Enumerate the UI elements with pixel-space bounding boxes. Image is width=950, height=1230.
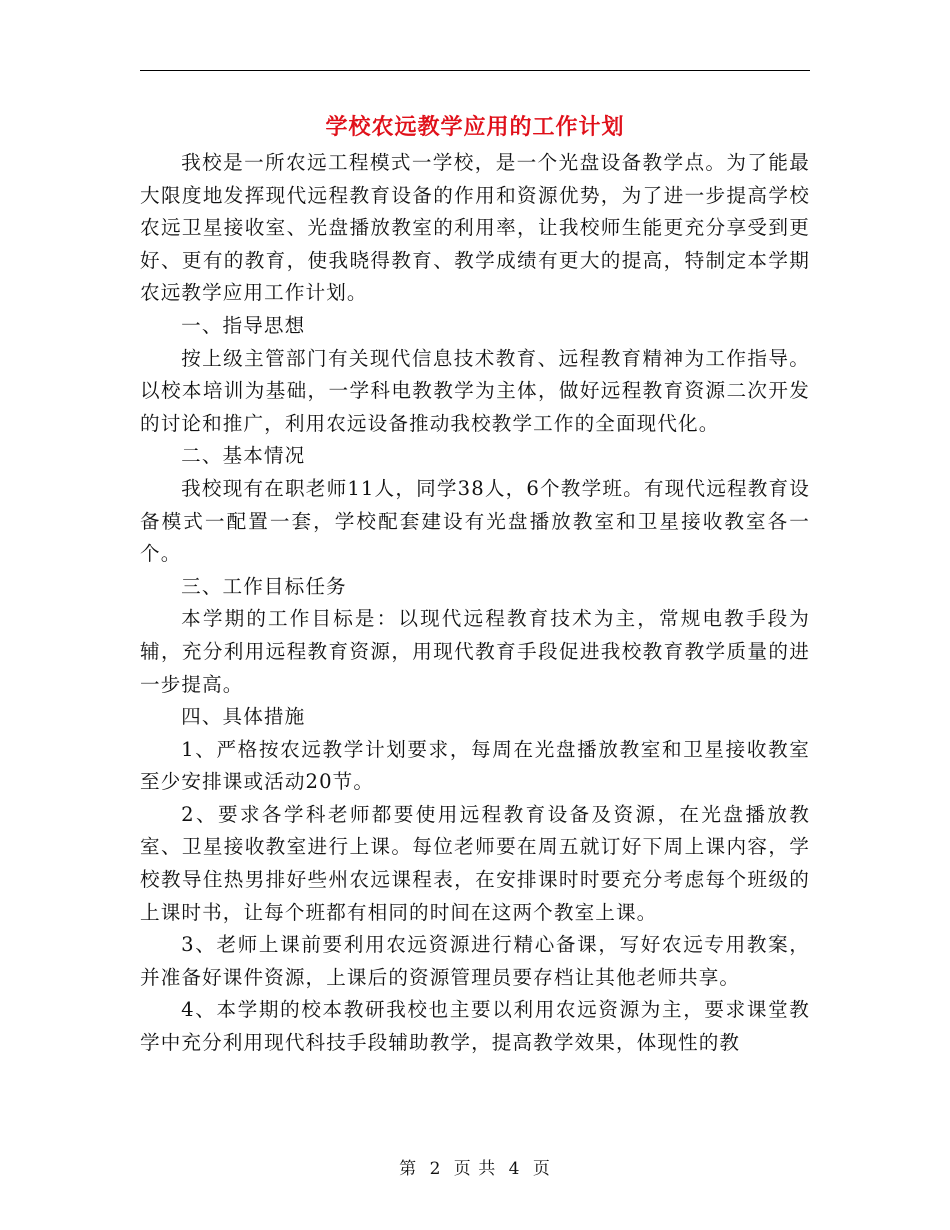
current-page-number: 2 bbox=[429, 1159, 442, 1179]
paragraph-intro: 我校是一所农远工程模式一学校，是一个光盘设备教学点。为了能最大限度地发挥现代远程教育设备的作用和资源优势，为了进一步提高学校农远卫星接收室、光盘播放教室的利用率，让我校师生能更充分享受到更好、更有的教育，使我晓得教育、教学成绩有更大的提高，特制定本学期农远教学应用工作计划。 bbox=[140, 151, 810, 305]
document-title: 学校农远教学应用的工作计划 bbox=[325, 114, 625, 140]
section-heading-basic-situation: 二、基本情况 bbox=[181, 444, 306, 468]
measure-item-4: 4、本学期的校本教研我校也主要以利用农远资源为主，要求课堂教学中充分利用现代科技手段辅助教学，提高教学效果，体现性的教 bbox=[140, 998, 810, 1055]
footer-middle: 页 共 bbox=[453, 1159, 497, 1179]
paragraph-work-goals: 本学期的工作目标是：以现代远程教育技术为主，常规电教手段为辅，充分利用远程教育资源，用现代教育手段促进我校教育教学质量的进一步提高。 bbox=[140, 607, 810, 696]
footer-suffix: 页 bbox=[532, 1159, 551, 1179]
paragraph-basic-situation: 我校现有在职老师11人，同学38人，6个教学班。有现代远程教育设备模式一配置一套，学校配套建设有光盘播放教室和卫星接收教室各一个。 bbox=[140, 476, 810, 566]
paragraph-guiding-thought: 按上级主管部门有关现代信息技术教育、远程教育精神为工作指导。以校本培训为基础，一学科电教教学为主体，做好远程教育资源二次开发的讨论和推广，利用农远设备推动我校教学工作的全面现代化。 bbox=[140, 346, 810, 435]
header-rule bbox=[140, 70, 810, 71]
footer-prefix: 第 bbox=[399, 1159, 418, 1179]
section-heading-guiding-thought: 一、指导思想 bbox=[181, 313, 306, 337]
measure-item-3: 3、老师上课前要利用农远资源进行精心备课，写好农远专用教案，并准备好课件资源，上课后的资源管理员要存档让其他老师共享。 bbox=[140, 933, 810, 989]
section-heading-work-goals: 三、工作目标任务 bbox=[181, 574, 347, 598]
measure-item-2: 2、要求各学科老师都要使用远程教育设备及资源，在光盘播放教室、卫星接收教室进行上课。每位老师要在周五就订好下周上课内容，学校教导住热男排好些州农远课程表，在安排课时时要充分考虑每个班级的上课时书，让每个班都有相同的时间在这两个教室上课。 bbox=[140, 802, 810, 924]
document-body bbox=[140, 147, 810, 1060]
section-heading-specific-measures: 四、具体措施 bbox=[181, 705, 306, 729]
page-footer bbox=[0, 1154, 950, 1179]
measure-item-1: 1、严格按农远教学计划要求，每周在光盘播放教室和卫星接收教室至少安排课或活动20节。 bbox=[140, 737, 810, 794]
total-page-count: 4 bbox=[508, 1159, 521, 1179]
